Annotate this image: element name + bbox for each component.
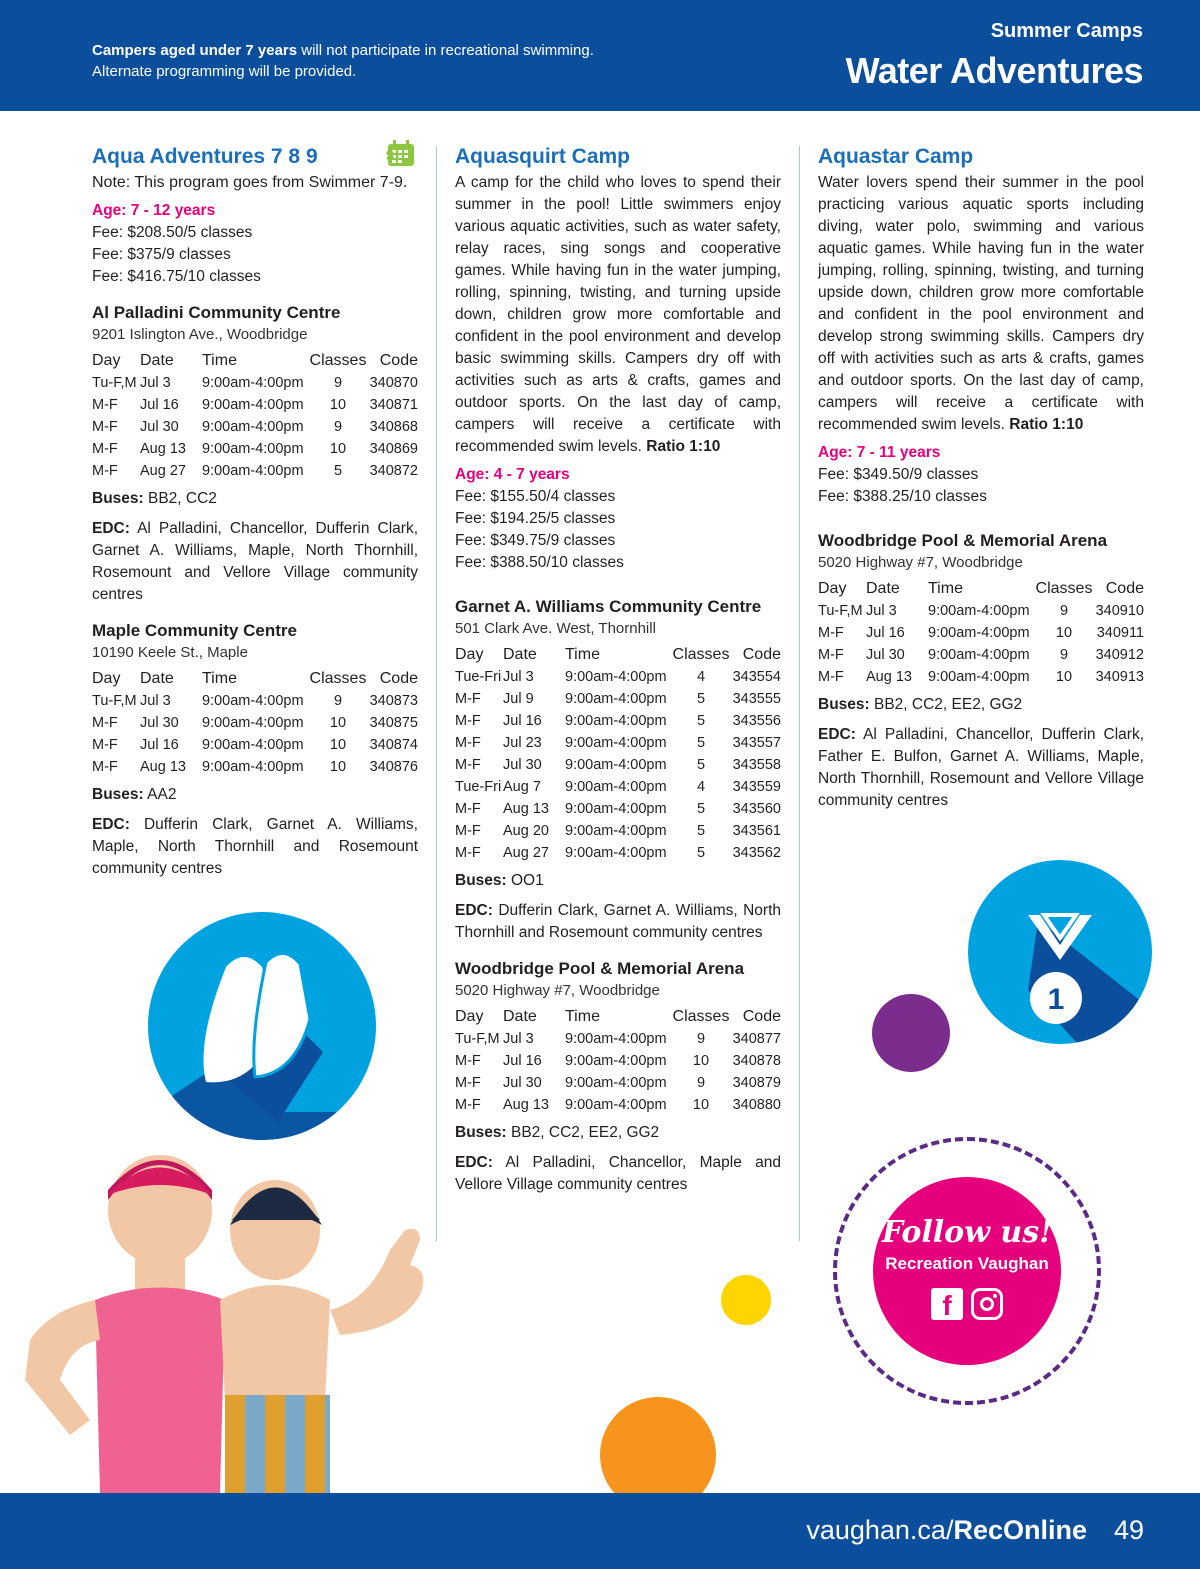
table-cell: 340912 (1095, 647, 1144, 663)
footer-bar (0, 1493, 1200, 1569)
svg-text:$: $ (386, 147, 394, 163)
table-cell: 10 (329, 715, 347, 731)
table-header-row (818, 578, 1144, 600)
fee-line: Fee: $375/9 classes (92, 246, 231, 263)
table-cell: 9:00am-4:00pm (202, 419, 304, 435)
table-cell: Jul 30 (140, 715, 179, 731)
follow-us-subtitle: Recreation Vaughan (885, 1254, 1049, 1273)
table-cell: Aug 27 (140, 463, 186, 479)
location-address: 5020 Highway #7, Woodbridge (818, 554, 1023, 571)
table-row (455, 1050, 781, 1072)
table-cell: Aug 13 (503, 1097, 549, 1113)
buses-line: Buses: BB2, CC2 (92, 490, 217, 507)
table-cell: 343558 (732, 757, 781, 773)
location-name: Garnet A. Williams Community Centre (455, 597, 762, 616)
fee-line: Fee: $194.25/5 classes (455, 510, 616, 527)
table-cell: 343559 (732, 779, 781, 795)
table-cell: 5 (696, 801, 706, 817)
table-cell: 9:00am-4:00pm (928, 647, 1030, 663)
fee-line: Fee: $349.50/9 classes (818, 466, 979, 483)
table-cell: 343562 (732, 845, 781, 861)
table-cell: 340876 (369, 759, 418, 775)
table-cell: 9:00am-4:00pm (565, 1097, 667, 1113)
table-cell: 10 (329, 441, 347, 457)
table-cell: Jul 3 (140, 693, 171, 709)
fee-list (455, 486, 781, 574)
table-cell: 9:00am-4:00pm (202, 737, 304, 753)
table-cell: 9:00am-4:00pm (565, 1075, 667, 1091)
table-cell: M-F (92, 715, 118, 731)
table-cell: Jul 30 (866, 647, 905, 663)
calendar-icon (386, 138, 418, 177)
table-cell: M-F (455, 823, 481, 839)
table-cell: 9:00am-4:00pm (565, 713, 667, 729)
table-cell: M-F (818, 625, 844, 641)
table-cell: 340872 (369, 463, 418, 479)
buses-line: Buses: OO1 (455, 872, 544, 889)
fee-line: Fee: $208.50/5 classes (92, 224, 253, 241)
location-address: 9201 Islington Ave., Woodbridge (92, 326, 308, 343)
table-cell: Aug 27 (503, 845, 549, 861)
section-kicker: Summer Camps (990, 20, 1143, 42)
table-cell: 9:00am-4:00pm (565, 1053, 667, 1069)
table-cell: 9 (696, 1075, 706, 1091)
buses-line: Buses: BB2, CC2, EE2, GG2 (455, 1124, 660, 1141)
table-row (92, 756, 418, 778)
schedule-table (92, 668, 418, 778)
svg-text:1: 1 (1047, 983, 1065, 1016)
column-header: Classes (1035, 580, 1093, 597)
table-cell: 9:00am-4:00pm (565, 823, 667, 839)
table-cell: M-F (92, 419, 118, 435)
table-cell: M-F (455, 801, 481, 817)
table-row (455, 798, 781, 820)
table-row (92, 690, 418, 712)
table-row (455, 1072, 781, 1094)
table-cell: Aug 20 (503, 823, 549, 839)
schedule-table (818, 578, 1144, 688)
location-name: Woodbridge Pool & Memorial Arena (818, 531, 1108, 550)
table-cell: Jul 16 (140, 397, 179, 413)
program-aqua-adventures (92, 142, 418, 880)
table-cell: 340875 (369, 715, 418, 731)
table-row (455, 1028, 781, 1050)
table-cell: M-F (455, 735, 481, 751)
follow-us-title: Follow us! (881, 1215, 1053, 1250)
table-cell: 9:00am-4:00pm (565, 845, 667, 861)
instagram-icon[interactable] (971, 1288, 1003, 1320)
table-row (455, 666, 781, 688)
table-cell: 10 (692, 1053, 710, 1069)
edc-line: EDC: Dufferin Clark, Garnet A. Williams, Maple, North Thornhill and Rosemount community centres (92, 816, 418, 877)
table-cell: 340911 (1096, 625, 1144, 641)
fee-line: Fee: $416.75/10 classes (92, 268, 261, 285)
program-title: Aquasquirt Camp (455, 145, 631, 168)
table-row (455, 1094, 781, 1116)
table-cell: 340878 (732, 1053, 781, 1069)
table-header-row (455, 1006, 781, 1028)
edc-line: EDC: Al Palladini, Chancellor, Maple and Vellore Village community centres (455, 1154, 782, 1193)
program-description: A camp for the child who loves to spend their summer in the pool! Little swimmers enjoy various aquatic activities, such as water safety, relay races, sing songs and cooperative games. While having fun in the water jumping, rolling, spinning, twisting, and turning upside down, children grow more comfortable and confident in the pool environment and develop basic swimming skills. Campers dry off with activities such as arts & crafts, games and outdoor sports. On the last day of camp, campers will receive a certificate with recommended swim levels. Ratio 1:10 (455, 174, 781, 455)
table-cell: 9:00am-4:00pm (202, 693, 304, 709)
table-cell: M-F (92, 441, 118, 457)
table-cell: M-F (455, 1097, 481, 1113)
table-cell: 9 (333, 375, 343, 391)
table-cell: 343555 (732, 691, 781, 707)
page-number: 49 (1113, 1515, 1144, 1545)
column-header: Day (92, 670, 121, 687)
table-row (455, 842, 781, 864)
column-header: Time (928, 580, 963, 597)
table-row (92, 712, 418, 734)
table-cell: 9:00am-4:00pm (202, 463, 304, 479)
table-cell: 340910 (1095, 603, 1144, 619)
table-cell: Jul 3 (140, 375, 171, 391)
age-range: Age: 7 - 11 years (818, 444, 941, 461)
table-row (818, 622, 1144, 644)
table-row (455, 688, 781, 710)
column-header: Classes (309, 352, 367, 369)
kids-photo (0, 1140, 460, 1493)
table-cell: 340868 (369, 419, 418, 435)
table-cell: Tu-F,M (818, 603, 863, 619)
table-cell: 10 (329, 759, 347, 775)
table-cell: 9:00am-4:00pm (202, 375, 304, 391)
table-cell: 343554 (732, 669, 781, 685)
column-header: Day (818, 580, 847, 597)
column-header: Date (140, 352, 174, 369)
table-header-row (92, 350, 418, 372)
table-row (92, 438, 418, 460)
table-cell: 5 (696, 713, 706, 729)
table-row (455, 710, 781, 732)
table-cell: 9:00am-4:00pm (928, 603, 1030, 619)
table-cell: Tu-F,M (92, 375, 137, 391)
table-row (92, 372, 418, 394)
table-cell: Aug 13 (140, 759, 186, 775)
table-cell: 5 (696, 735, 706, 751)
table-cell: Tue-Fri (455, 779, 502, 795)
table-cell: 5 (696, 691, 706, 707)
table-cell: 9:00am-4:00pm (202, 441, 304, 457)
column-header: Code (742, 1008, 781, 1025)
table-cell: Tu-F,M (92, 693, 137, 709)
table-cell: 340880 (732, 1097, 781, 1113)
table-cell: M-F (92, 397, 118, 413)
table-row (818, 666, 1144, 688)
column-header: Time (202, 670, 237, 687)
table-cell: 343556 (732, 713, 781, 729)
table-cell: M-F (92, 463, 118, 479)
table-cell: 340871 (369, 397, 418, 413)
table-cell: Jul 30 (140, 419, 179, 435)
table-cell: M-F (455, 1053, 481, 1069)
program-description: Water lovers spend their summer in the pool practicing various aquatic sports including diving, water polo, swimming and various aquatic games. While having fun in the water jumping, rolling, spinning, twisting, and turning upside down, children grow more comfortable and confident in the pool environment and develop strong swimming skills. Campers dry off with activities such as arts & crafts, games and outdoor sports. On the last day of camp, campers will receive a certificate with recommended swim levels. Ratio 1:10 (818, 174, 1144, 433)
table-cell: Aug 13 (866, 669, 912, 685)
buses-line: Buses: AA2 (92, 786, 177, 803)
table-cell: M-F (455, 713, 481, 729)
location-name: Woodbridge Pool & Memorial Arena (455, 959, 745, 978)
column-header: Date (140, 670, 174, 687)
table-cell: 340870 (369, 375, 418, 391)
table-cell: 9 (333, 693, 343, 709)
table-cell: M-F (455, 691, 481, 707)
location-address: 5020 Highway #7, Woodbridge (455, 982, 660, 999)
facebook-icon[interactable]: f (931, 1288, 963, 1320)
program-title: Aquastar Camp (818, 145, 974, 168)
table-cell: 5 (696, 845, 706, 861)
table-cell: Tu-F,M (455, 1031, 500, 1047)
table-cell: 340877 (732, 1031, 781, 1047)
column-header: Time (202, 352, 237, 369)
table-cell: 9:00am-4:00pm (565, 669, 667, 685)
table-cell: 10 (329, 397, 347, 413)
table-cell: Jul 30 (503, 1075, 542, 1091)
location-address: 501 Clark Ave. West, Thornhill (455, 620, 656, 637)
table-cell: Jul 3 (866, 603, 897, 619)
table-cell: M-F (92, 737, 118, 753)
age-range: Age: 7 - 12 years (92, 202, 216, 219)
column-divider (799, 146, 800, 1241)
column-header: Code (742, 646, 781, 663)
table-cell: 9 (333, 419, 343, 435)
age-range: Age: 4 - 7 years (455, 466, 570, 483)
table-cell: Tue-Fri (455, 669, 502, 685)
table-header-row (92, 668, 418, 690)
table-cell: Aug 13 (503, 801, 549, 817)
medal-icon (968, 860, 1152, 1044)
table-header-row (455, 644, 781, 666)
table-cell: Jul 23 (503, 735, 542, 751)
schedule-table (92, 350, 418, 482)
column-header: Code (379, 670, 418, 687)
column-header: Time (565, 646, 600, 663)
table-cell: 9 (1059, 603, 1069, 619)
column-header: Date (503, 646, 537, 663)
location-name: Al Palladini Community Centre (92, 303, 341, 322)
table-row (455, 754, 781, 776)
decor-circle-purple (872, 994, 950, 1072)
column-header: Day (92, 352, 121, 369)
page-title: Water Adventures (845, 50, 1143, 91)
table-cell: 9:00am-4:00pm (565, 735, 667, 751)
column-header: Classes (672, 1008, 730, 1025)
buses-line: Buses: BB2, CC2, EE2, GG2 (818, 696, 1023, 713)
table-row (455, 732, 781, 754)
table-cell: M-F (455, 757, 481, 773)
table-cell: 340873 (369, 693, 418, 709)
column-header: Date (866, 580, 900, 597)
column-header: Day (455, 646, 484, 663)
column-header: Date (503, 1008, 537, 1025)
column-header: Day (455, 1008, 484, 1025)
column-header: Classes (309, 670, 367, 687)
table-row (818, 644, 1144, 666)
column-header: Code (379, 352, 418, 369)
table-row (92, 734, 418, 756)
column-header: Time (565, 1008, 600, 1025)
table-cell: Jul 3 (503, 1031, 534, 1047)
table-cell: Jul 16 (503, 1053, 542, 1069)
program-aquasquirt (455, 142, 781, 1196)
table-cell: Jul 16 (140, 737, 179, 753)
table-cell: 9 (1059, 647, 1069, 663)
table-cell: 340869 (369, 441, 418, 457)
social-icons (873, 1288, 1061, 1320)
column-header: Code (1105, 580, 1144, 597)
fee-list (818, 464, 1144, 508)
table-cell: M-F (818, 647, 844, 663)
table-cell: 9:00am-4:00pm (928, 625, 1030, 641)
table-cell: 10 (692, 1097, 710, 1113)
table-cell: Jul 30 (503, 757, 542, 773)
table-cell: 343557 (732, 735, 781, 751)
footer-url-link[interactable]: vaughan.ca/RecOnline (806, 1515, 1087, 1545)
table-cell: Jul 3 (503, 669, 534, 685)
table-cell: 9:00am-4:00pm (928, 669, 1030, 685)
table-cell: 343560 (732, 801, 781, 817)
follow-us-disc (873, 1177, 1061, 1365)
table-cell: 10 (329, 737, 347, 753)
header-note: Campers aged under 7 years will not participate in recreational swimming. Alternate programming will be provided. (92, 42, 594, 80)
header-bar (0, 0, 1200, 111)
follow-us-badge[interactable] (833, 1137, 1101, 1405)
fee-list (92, 222, 418, 288)
table-cell: 340913 (1095, 669, 1144, 685)
table-row (92, 416, 418, 438)
column-header: Classes (672, 646, 730, 663)
schedule-table (455, 1006, 781, 1116)
edc-line: EDC: Al Palladini, Chancellor, Dufferin Clark, Father E. Bulfon, Garnet A. Williams, Maple, North Thornhill, Rosemount and Vellore Village community centres (818, 726, 1145, 809)
table-row (92, 394, 418, 416)
column-divider (436, 146, 437, 1241)
program-aquastar (818, 142, 1144, 812)
table-cell: 9:00am-4:00pm (565, 801, 667, 817)
fee-line: Fee: $388.25/10 classes (818, 488, 987, 505)
swim-fins-icon (148, 912, 376, 1140)
table-cell: Jul 9 (503, 691, 534, 707)
table-cell: 9:00am-4:00pm (565, 779, 667, 795)
table-cell: 9 (696, 1031, 706, 1047)
decor-circle-yellow (721, 1275, 771, 1325)
table-cell: Aug 13 (140, 441, 186, 457)
table-cell: M-F (818, 669, 844, 685)
table-cell: 5 (333, 463, 343, 479)
table-cell: 4 (696, 669, 706, 685)
fee-line: Fee: $155.50/4 classes (455, 488, 616, 505)
fee-line: Fee: $349.75/9 classes (455, 532, 616, 549)
edc-line: EDC: Al Palladini, Chancellor, Dufferin Clark, Garnet A. Williams, Maple, North Thornhill, Rosemount and Vellore Village community centres (92, 520, 419, 603)
program-note: Note: This program goes from Swimmer 7-9. (92, 174, 408, 191)
table-cell: 9:00am-4:00pm (202, 759, 304, 775)
table-cell: 9:00am-4:00pm (202, 397, 304, 413)
table-row (92, 460, 418, 482)
table-cell: 4 (696, 779, 706, 795)
table-cell: 10 (1055, 625, 1073, 641)
table-row (455, 776, 781, 798)
location-address: 10190 Keele St., Maple (92, 644, 248, 661)
table-cell: 5 (696, 823, 706, 839)
table-row (818, 600, 1144, 622)
table-cell: 340874 (369, 737, 418, 753)
table-cell: 5 (696, 757, 706, 773)
table-row (455, 820, 781, 842)
fee-line: Fee: $388.50/10 classes (455, 554, 624, 571)
table-cell: 343561 (732, 823, 781, 839)
table-cell: Jul 16 (866, 625, 905, 641)
schedule-table (455, 644, 781, 864)
table-cell: M-F (92, 759, 118, 775)
table-cell: M-F (455, 1075, 481, 1091)
table-cell: M-F (455, 845, 481, 861)
table-cell: 9:00am-4:00pm (565, 691, 667, 707)
table-cell: 9:00am-4:00pm (565, 1031, 667, 1047)
location-name: Maple Community Centre (92, 621, 297, 640)
table-cell: 9:00am-4:00pm (565, 757, 667, 773)
table-cell: 9:00am-4:00pm (202, 715, 304, 731)
table-cell: Jul 16 (503, 713, 542, 729)
edc-line: EDC: Dufferin Clark, Garnet A. Williams, North Thornhill and Rosemount community centres (455, 902, 781, 941)
table-cell: 340879 (732, 1075, 781, 1091)
table-cell: Aug 7 (503, 779, 541, 795)
program-title: Aqua Adventures 7 8 9 (92, 145, 318, 168)
table-cell: 10 (1055, 669, 1073, 685)
